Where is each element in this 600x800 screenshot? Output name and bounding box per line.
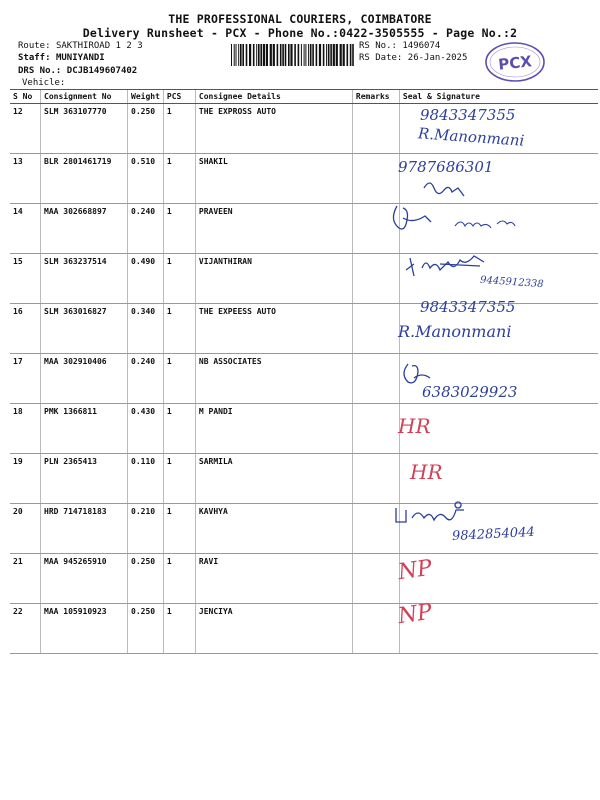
cell-weight: 0.110 xyxy=(128,454,164,504)
cell-remarks xyxy=(352,404,399,454)
cell-consignment: MAA 945265910 xyxy=(41,554,128,604)
cell-remarks xyxy=(352,454,399,504)
cell-consignee: RAVI xyxy=(195,554,352,604)
col-signature: Seal & Signature xyxy=(399,90,598,104)
cell-sno: 22 xyxy=(10,604,41,654)
cell-consignee: JENCIYA xyxy=(195,604,352,654)
table-row xyxy=(10,454,598,504)
cell-pcs: 1 xyxy=(163,454,195,504)
cell-weight: 0.240 xyxy=(128,204,164,254)
cell-consignment: MAA 302910406 xyxy=(41,354,128,404)
handwriting-phone: 6383029923 xyxy=(422,383,518,401)
handwriting-mark: HR xyxy=(410,460,443,484)
table-row xyxy=(10,604,598,654)
drs-label: DRS No.: xyxy=(18,66,62,76)
staff-label: Staff: xyxy=(18,53,51,63)
cell-pcs: 1 xyxy=(163,554,195,604)
route-label: Route: xyxy=(18,41,51,51)
cell-consignment: BLR 2801461719 xyxy=(41,154,128,204)
col-weight: Weight xyxy=(128,90,164,104)
cell-sno: 12 xyxy=(10,104,41,154)
rs-no-value: 1496074 xyxy=(402,41,441,51)
cell-remarks xyxy=(352,104,399,154)
cell-pcs: 1 xyxy=(163,354,195,404)
cell-remarks xyxy=(352,354,399,404)
cell-weight: 0.490 xyxy=(128,254,164,304)
cell-remarks xyxy=(352,304,399,354)
cell-weight: 0.510 xyxy=(128,154,164,204)
handwriting-name: R.Manonmani xyxy=(398,322,512,341)
cell-consignment: SLM 363237514 xyxy=(41,254,128,304)
scribble-signature xyxy=(385,200,555,240)
cell-sno: 18 xyxy=(10,404,41,454)
cell-sno: 13 xyxy=(10,154,41,204)
cell-pcs: 1 xyxy=(163,404,195,454)
cell-sno: 19 xyxy=(10,454,41,504)
cell-sno: 14 xyxy=(10,204,41,254)
handwriting-phone: 9842854044 xyxy=(451,524,536,545)
cell-consignee: THE EXPROSS AUTO xyxy=(195,104,352,154)
pcx-stamp xyxy=(482,36,548,84)
handwriting-phone: 9843347355 xyxy=(420,298,516,316)
cell-sno: 17 xyxy=(10,354,41,404)
cell-consignee: SHAKIL xyxy=(195,154,352,204)
table-row xyxy=(10,154,598,204)
table-header-row xyxy=(10,90,598,104)
handwriting-mark: NP xyxy=(396,555,434,586)
cell-consignment: HRD 714718183 xyxy=(41,504,128,554)
table-row xyxy=(10,404,598,454)
cell-weight: 0.250 xyxy=(128,604,164,654)
route-line xyxy=(18,41,143,52)
cell-pcs: 1 xyxy=(163,304,195,354)
rs-date-value: 26-Jan-2025 xyxy=(407,53,468,63)
cell-consignee: NB ASSOCIATES xyxy=(195,354,352,404)
handwriting-mark: HR xyxy=(398,414,431,438)
cell-consignment: PMK 1366811 xyxy=(41,404,128,454)
cell-pcs: 1 xyxy=(163,254,195,304)
rs-no-line xyxy=(359,41,440,52)
cell-sno: 21 xyxy=(10,554,41,604)
scribble-signature xyxy=(392,500,492,528)
cell-remarks xyxy=(352,554,399,604)
rs-date-label: RS Date: xyxy=(359,53,403,63)
page-title: THE PROFESSIONAL COURIERS, COIMBATORE xyxy=(168,12,432,26)
cell-consignment: MAA 105910923 xyxy=(41,604,128,654)
rs-no-label: RS No.: xyxy=(359,41,397,51)
cell-pcs: 1 xyxy=(163,604,195,654)
cell-pcs: 1 xyxy=(163,154,195,204)
cell-remarks xyxy=(352,154,399,204)
runsheet-subtitle: Delivery Runsheet - PCX - Phone No.:0422-3505555 - Page No.:2 xyxy=(82,26,518,40)
cell-consignee: SARMILA xyxy=(195,454,352,504)
staff-value: MUNIYANDI xyxy=(55,53,105,63)
col-pcs: PCS xyxy=(163,90,195,104)
route-value: SAKTHIROAD 1 2 3 xyxy=(55,41,143,51)
cell-weight: 0.340 xyxy=(128,304,164,354)
table-row xyxy=(10,554,598,604)
stamp-text: PCX xyxy=(497,52,533,74)
staff-line xyxy=(18,53,105,64)
cell-pcs: 1 xyxy=(163,104,195,154)
cell-pcs: 1 xyxy=(163,504,195,554)
cell-weight: 0.250 xyxy=(128,554,164,604)
vehicle-line xyxy=(22,78,65,89)
handwriting-phone: 9445912338 xyxy=(479,274,544,291)
cell-consignment: SLM 363016827 xyxy=(41,304,128,354)
drs-line xyxy=(18,66,137,77)
cell-consignee: KAVHYA xyxy=(195,504,352,554)
cell-consignment: SLM 363107770 xyxy=(41,104,128,154)
cell-weight: 0.250 xyxy=(128,104,164,154)
cell-sno: 15 xyxy=(10,254,41,304)
cell-weight: 0.240 xyxy=(128,354,164,404)
vehicle-label: Vehicle: xyxy=(22,78,66,88)
col-sno: S No xyxy=(10,90,41,104)
cell-consignee: THE EXPEESS AUTO xyxy=(195,304,352,354)
cell-pcs: 1 xyxy=(163,204,195,254)
handwriting-mark: NP xyxy=(396,599,434,630)
cell-remarks xyxy=(352,254,399,304)
col-remarks: Remarks xyxy=(352,90,399,104)
cell-weight: 0.430 xyxy=(128,404,164,454)
cell-sno: 16 xyxy=(10,304,41,354)
col-details: Consignee Details xyxy=(195,90,352,104)
drs-value: DCJB149607402 xyxy=(66,66,138,76)
cell-sno: 20 xyxy=(10,504,41,554)
handwriting-name: R.Manonmani xyxy=(417,124,525,150)
barcode xyxy=(231,44,354,66)
runsheet-table xyxy=(10,89,598,654)
handwriting-phone: 9787686301 xyxy=(398,158,494,176)
cell-consignment: MAA 302668897 xyxy=(41,204,128,254)
cell-consignment: PLN 2365413 xyxy=(41,454,128,504)
cell-remarks xyxy=(352,604,399,654)
rs-date-line xyxy=(359,53,467,64)
col-consignment: Consignment No xyxy=(41,90,128,104)
cell-consignee: VIJANTHIRAN xyxy=(195,254,352,304)
handwriting-phone: 9843347355 xyxy=(420,106,516,124)
scribble-signature xyxy=(420,176,470,198)
cell-consignee: M PANDI xyxy=(195,404,352,454)
cell-consignee: PRAVEEN xyxy=(195,204,352,254)
cell-weight: 0.210 xyxy=(128,504,164,554)
